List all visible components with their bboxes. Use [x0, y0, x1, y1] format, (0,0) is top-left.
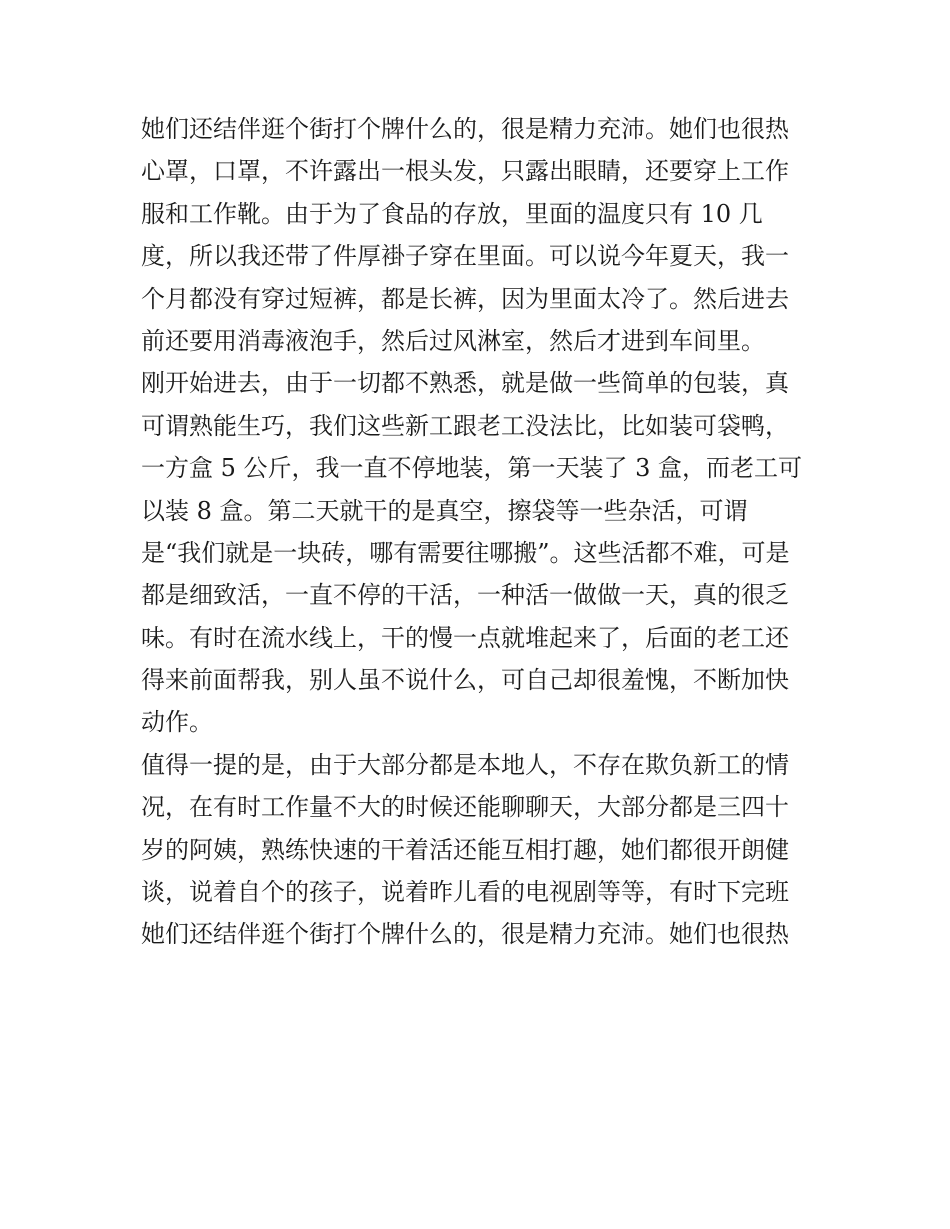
text-line: 值得一提的是，由于大部分都是本地人，不存在欺负新工的情	[141, 750, 789, 779]
text-line: 服和工作靴。由于为了食品的存放，里面的温度只有 10 几	[141, 199, 763, 228]
text-line: 谈，说着自个的孩子，说着昨儿看的电视剧等等，有时下完班	[141, 878, 789, 907]
text-line: 她们还结伴逛个街打个牌什么的，很是精力充沛。她们也很热	[141, 115, 789, 143]
text-line: 刚开始进去，由于一切都不熟悉，就是做一些简单的包装，真	[141, 369, 789, 398]
text-line: 动作。	[141, 708, 213, 737]
text-line: 味。有时在流水线上，干的慢一点就堆起来了，后面的老工还	[141, 623, 789, 652]
text-line: 是“我们就是一块砖，哪有需要往哪搬”。这些活都不难，可是	[141, 538, 790, 567]
text-line: 一方盒 5 公斤，我一直不停地装，第一天装了 3 盒，而老工可	[141, 454, 803, 483]
text-line: 以装 8 盒。第二天就干的是真空，擦袋等一些杂活，可谓	[141, 496, 748, 525]
text-line: 况，在有时工作量不大的时候还能聊聊天，大部分都是三四十	[141, 793, 789, 822]
text-line: 可谓熟能生巧，我们这些新工跟老工没法比，比如装可袋鸭，	[141, 411, 789, 440]
text-line: 前还要用消毒液泡手，然后过风淋室，然后才进到车间里。	[141, 326, 765, 355]
text-line: 得来前面帮我，别人虽不说什么，可自己却很羞愧，不断加快	[141, 666, 789, 695]
text-line: 都是细致活，一直不停的干活，一种活一做做一天，真的很乏	[141, 581, 789, 610]
text-line: 个月都没有穿过短裤，都是长裤，因为里面太冷了。然后进去	[141, 284, 789, 313]
text-line: 心罩，口罩，不许露出一根头发，只露出眼睛，还要穿上工作	[141, 157, 789, 186]
text-line: 她们还结伴逛个街打个牌什么的，很是精力充沛。她们也很热	[141, 920, 789, 949]
text-line: 度，所以我还带了件厚褂子穿在里面。可以说今年夏天，我一	[141, 242, 789, 271]
body-text	[141, 108, 821, 956]
text-line: 岁的阿姨，熟练快速的干着活还能互相打趣，她们都很开朗健	[141, 835, 789, 864]
